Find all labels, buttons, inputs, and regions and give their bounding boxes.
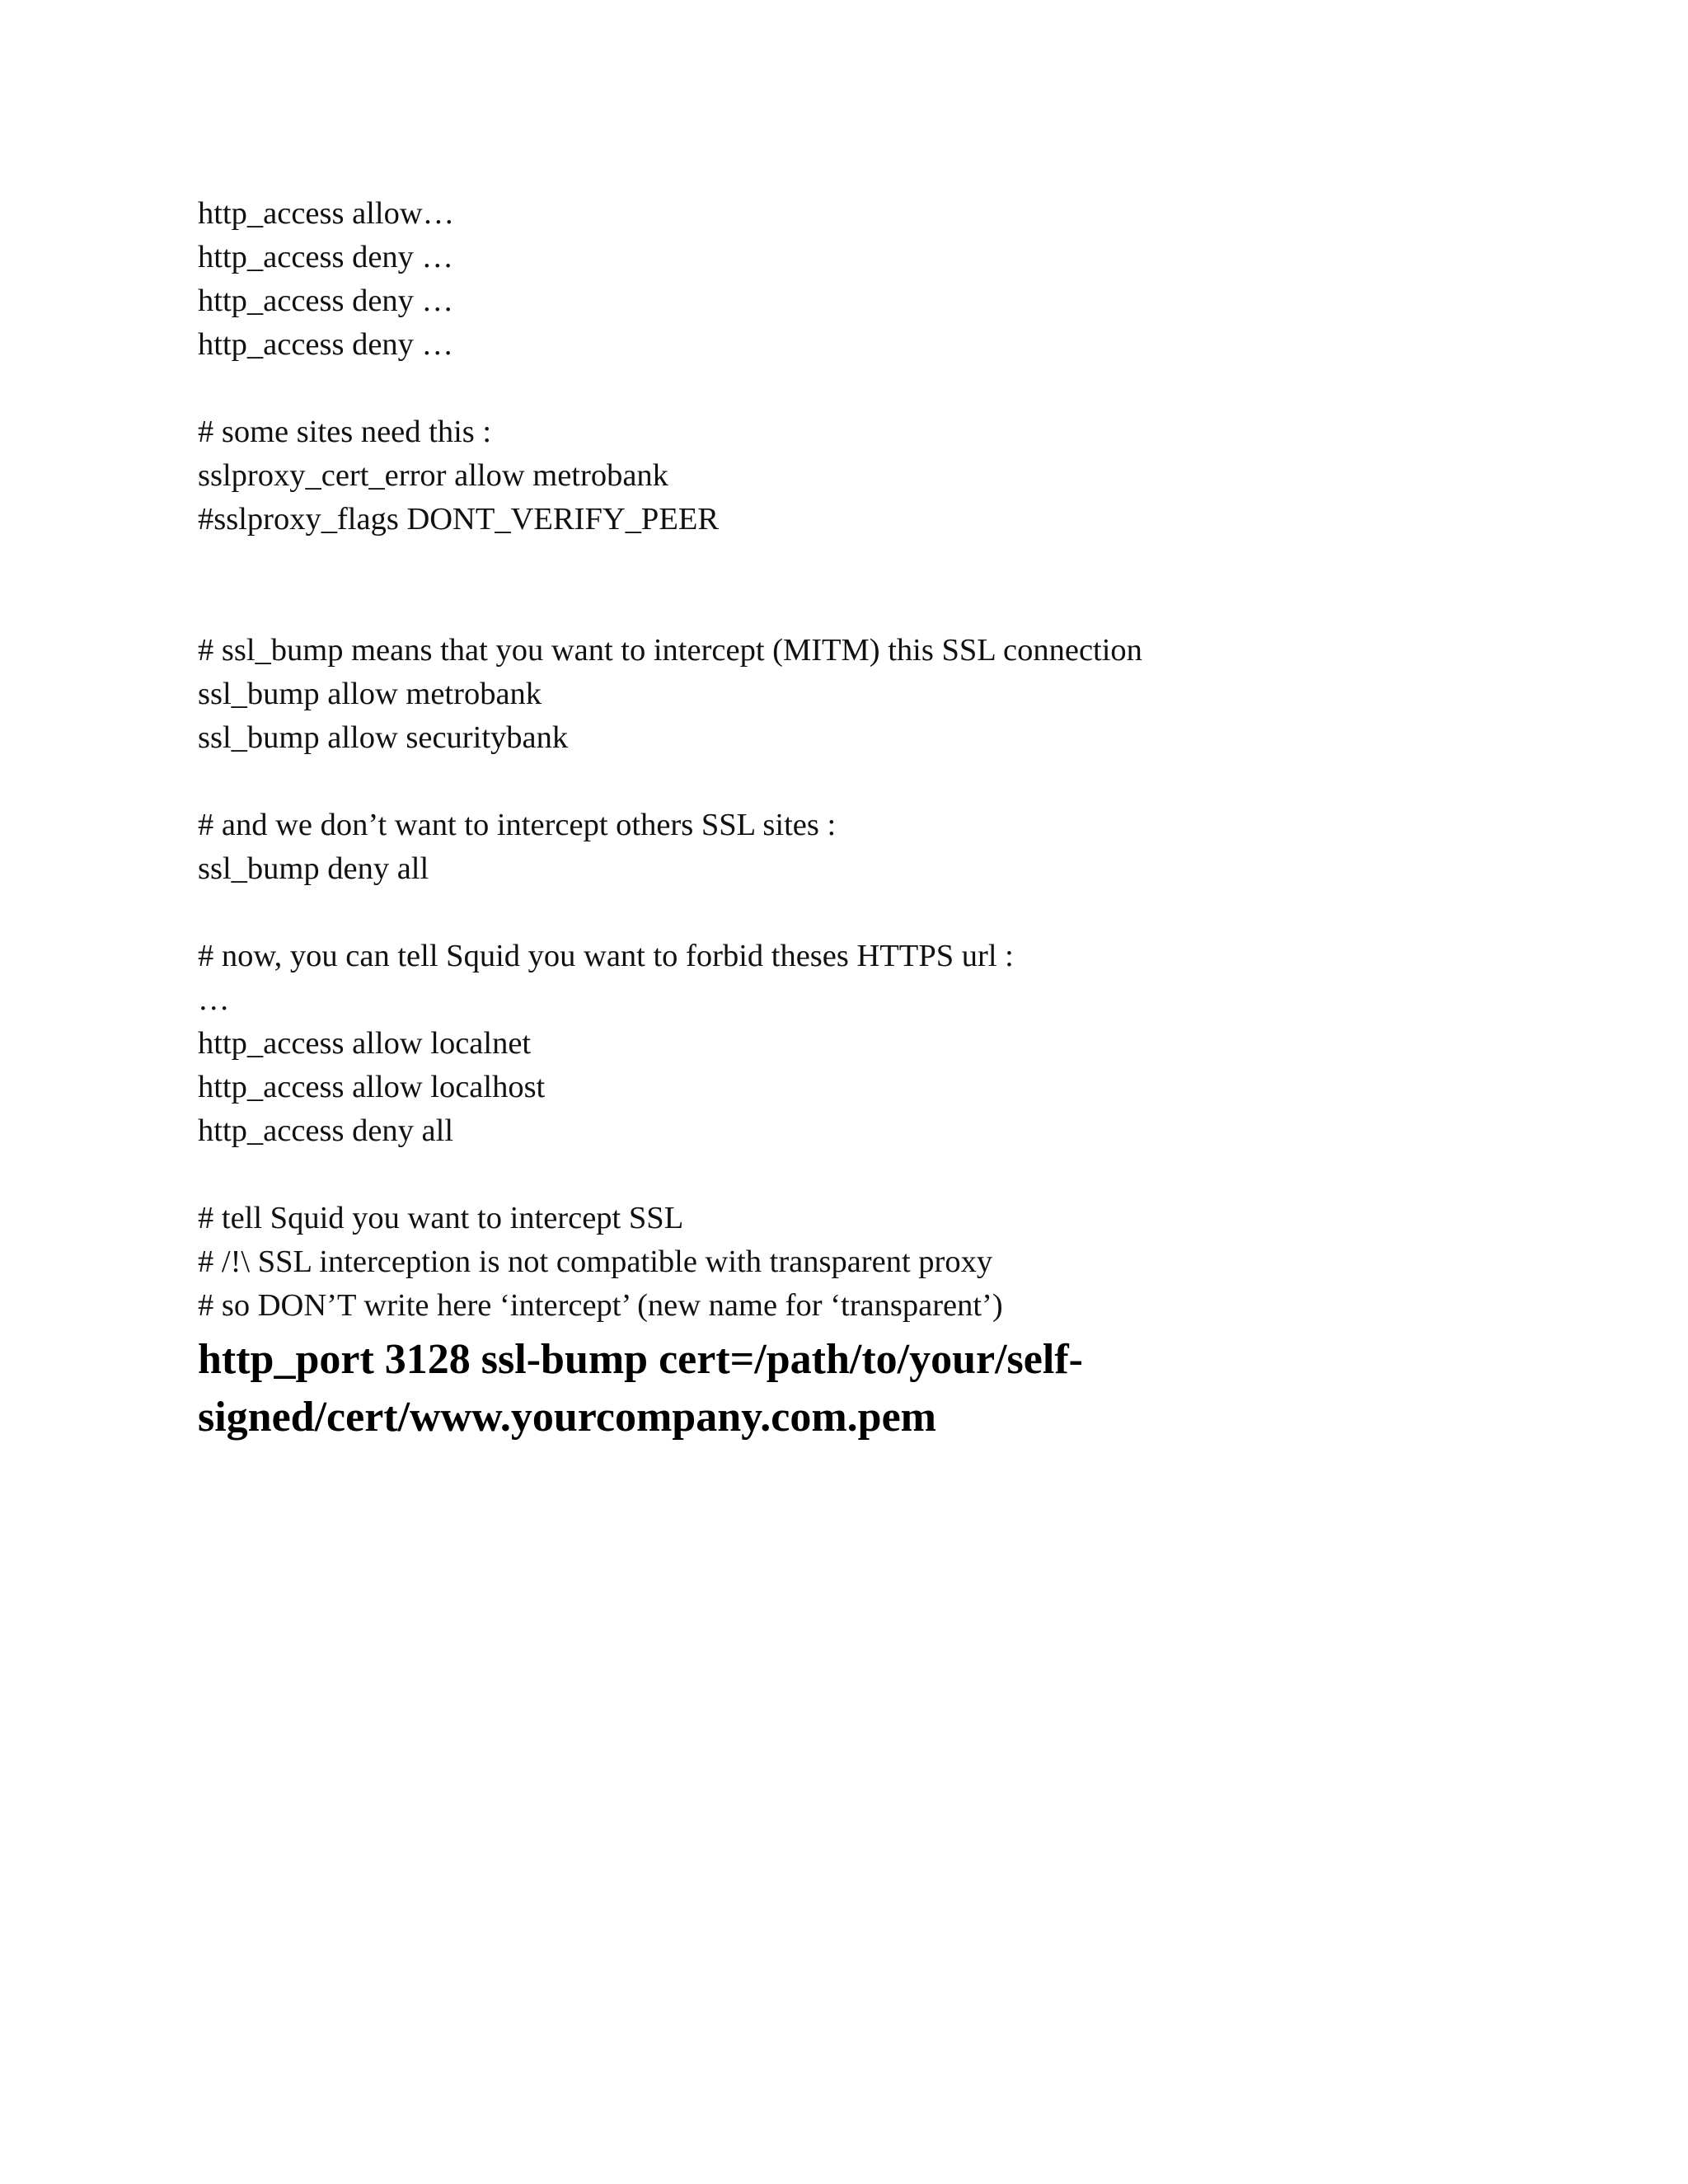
text-line: sslproxy_cert_error allow metrobank	[198, 458, 668, 493]
document-body	[198, 192, 1582, 1489]
text-line: http_access deny …	[198, 240, 454, 274]
ssl-bump-allow-block	[198, 629, 1582, 760]
comment-line: # /!\ SSL interception is not compatible with transparent proxy	[198, 1244, 993, 1279]
ssl-bump-deny-block	[198, 804, 1582, 891]
text-line: http_access allow localhost	[198, 1070, 546, 1104]
comment-line: # and we don’t want to intercept others SSL sites :	[198, 808, 837, 842]
text-line: http_access allow…	[198, 196, 455, 231]
text-line: ssl_bump allow securitybank	[198, 720, 569, 755]
blank-line	[198, 1153, 1582, 1197]
http-access-block	[198, 192, 1582, 367]
blank-line	[198, 367, 1582, 410]
comment-line: # ssl_bump means that you want to intercept (MITM) this SSL connection	[198, 633, 1142, 668]
text-line: #sslproxy_flags DONT_VERIFY_PEER	[198, 502, 720, 537]
comment-line: # so DON’T write here ‘intercept’ (new name for ‘transparent’)	[198, 1288, 1003, 1323]
text-line: http_access deny all	[198, 1113, 454, 1148]
text-line: ssl_bump allow metrobank	[198, 677, 542, 711]
text-line: http_access allow localnet	[198, 1026, 532, 1061]
comment-line: # tell Squid you want to intercept SSL	[198, 1201, 684, 1235]
text-line: …	[198, 982, 230, 1017]
intercept-notes-block	[198, 1197, 1582, 1328]
blank-line	[198, 891, 1582, 935]
blank-line	[198, 541, 1582, 629]
text-line: http_access deny …	[198, 327, 454, 362]
text-line: ssl_bump deny all	[198, 851, 429, 886]
http-access-rules-block	[198, 935, 1582, 1153]
text-line: http_access deny …	[198, 284, 454, 318]
comment-line: # some sites need this :	[198, 415, 492, 449]
sslproxy-block	[198, 410, 1582, 541]
comment-line: # now, you can tell Squid you want to forbid theses HTTPS url :	[198, 939, 1014, 973]
http-port-directive: http_port 3128 ssl-bump cert=/path/to/your/self-signed/cert/www.yourcompany.com.pem	[198, 1336, 1083, 1441]
blank-line	[198, 760, 1582, 804]
